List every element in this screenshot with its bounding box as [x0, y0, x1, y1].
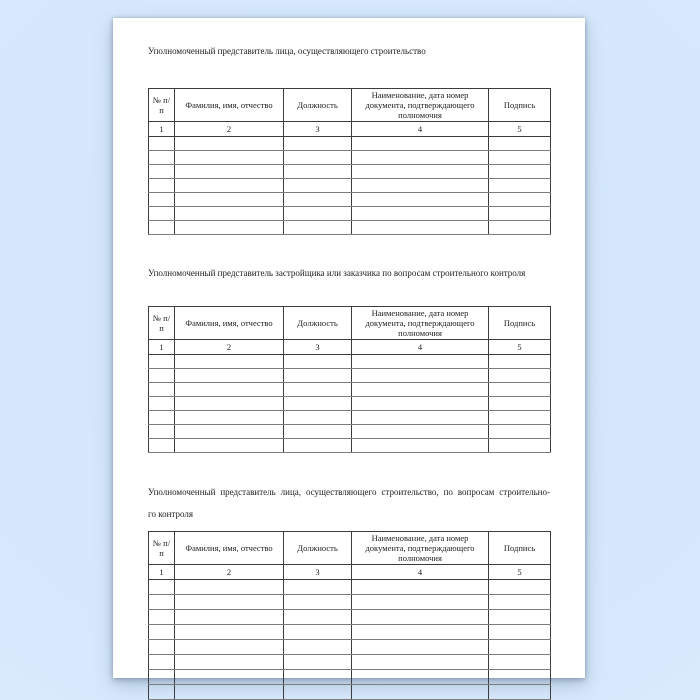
- empty-cell: [352, 179, 489, 193]
- section-representative-of-builder: [148, 45, 550, 235]
- col-header-number: № п/п: [149, 307, 175, 340]
- empty-cell: [149, 595, 175, 610]
- column-number-cell: 5: [489, 340, 551, 355]
- empty-cell: [284, 425, 352, 439]
- col-header-document: Наименование, дата номер документа, подтверждающего полномочия: [352, 89, 489, 122]
- empty-row: [149, 383, 551, 397]
- empty-cell: [175, 595, 284, 610]
- empty-cell: [489, 193, 551, 207]
- column-number-cell: 1: [149, 122, 175, 137]
- empty-cell: [149, 221, 175, 235]
- section-heading: Уполномоченный представитель лица, осуществляющего строительство: [148, 46, 426, 56]
- empty-cell: [489, 369, 551, 383]
- empty-cell: [149, 151, 175, 165]
- empty-cell: [284, 397, 352, 411]
- empty-row: [149, 439, 551, 453]
- empty-cell: [284, 670, 352, 685]
- column-number-cell: 2: [175, 565, 284, 580]
- section-builder-construction-control: [148, 481, 550, 700]
- empty-cell: [175, 610, 284, 625]
- empty-cell: [149, 207, 175, 221]
- empty-row: [149, 369, 551, 383]
- empty-cell: [352, 439, 489, 453]
- empty-cell: [352, 221, 489, 235]
- empty-cell: [489, 580, 551, 595]
- document-page: [113, 18, 585, 678]
- empty-cell: [175, 179, 284, 193]
- empty-cell: [284, 655, 352, 670]
- empty-row: [149, 179, 551, 193]
- empty-cell: [149, 397, 175, 411]
- empty-row: [149, 425, 551, 439]
- empty-cell: [489, 221, 551, 235]
- empty-cell: [284, 625, 352, 640]
- empty-row: [149, 655, 551, 670]
- empty-cell: [149, 580, 175, 595]
- empty-cell: [284, 595, 352, 610]
- empty-cell: [352, 207, 489, 221]
- column-number-cell: 1: [149, 565, 175, 580]
- col-header-position: Должность: [284, 89, 352, 122]
- empty-row: [149, 640, 551, 655]
- empty-cell: [175, 439, 284, 453]
- column-number-cell: 4: [352, 340, 489, 355]
- empty-cell: [175, 221, 284, 235]
- empty-cell: [175, 685, 284, 700]
- empty-cell: [284, 179, 352, 193]
- empty-cell: [489, 179, 551, 193]
- empty-cell: [284, 411, 352, 425]
- col-header-name: Фамилия, имя, отчество: [175, 89, 284, 122]
- empty-cell: [175, 151, 284, 165]
- empty-cell: [284, 221, 352, 235]
- empty-cell: [175, 670, 284, 685]
- section-heading-line-2: го контроля: [148, 509, 194, 519]
- empty-cell: [149, 411, 175, 425]
- empty-cell: [489, 685, 551, 700]
- empty-row: [149, 193, 551, 207]
- empty-cell: [352, 610, 489, 625]
- empty-cell: [284, 685, 352, 700]
- col-header-name: Фамилия, имя, отчество: [175, 532, 284, 565]
- empty-cell: [175, 137, 284, 151]
- empty-cell: [352, 670, 489, 685]
- column-number-cell: 3: [284, 565, 352, 580]
- empty-cell: [149, 369, 175, 383]
- empty-row: [149, 221, 551, 235]
- empty-cell: [489, 207, 551, 221]
- empty-cell: [352, 655, 489, 670]
- empty-cell: [175, 193, 284, 207]
- empty-cell: [284, 383, 352, 397]
- empty-cell: [352, 165, 489, 179]
- column-number-cell: 4: [352, 565, 489, 580]
- column-number-cell: 2: [175, 340, 284, 355]
- empty-cell: [284, 355, 352, 369]
- section-representative-of-developer: [148, 267, 550, 453]
- table-header-row: [149, 307, 551, 340]
- empty-cell: [149, 425, 175, 439]
- empty-row: [149, 137, 551, 151]
- empty-cell: [175, 655, 284, 670]
- empty-row: [149, 625, 551, 640]
- empty-cell: [149, 137, 175, 151]
- empty-cell: [489, 625, 551, 640]
- empty-cell: [352, 625, 489, 640]
- col-header-number: № п/п: [149, 532, 175, 565]
- empty-row: [149, 207, 551, 221]
- col-header-signature: Подпись: [489, 532, 551, 565]
- empty-cell: [149, 355, 175, 369]
- empty-cell: [352, 193, 489, 207]
- empty-cell: [284, 137, 352, 151]
- empty-row: [149, 670, 551, 685]
- empty-cell: [284, 151, 352, 165]
- empty-cell: [175, 640, 284, 655]
- empty-cell: [149, 165, 175, 179]
- empty-cell: [352, 383, 489, 397]
- empty-cell: [489, 137, 551, 151]
- col-header-position: Должность: [284, 307, 352, 340]
- column-number-row: [149, 340, 551, 355]
- col-header-number: № п/п: [149, 89, 175, 122]
- empty-cell: [352, 151, 489, 165]
- empty-row: [149, 610, 551, 625]
- empty-cell: [489, 439, 551, 453]
- representatives-table-2: [148, 306, 551, 453]
- empty-cell: [489, 151, 551, 165]
- empty-cell: [352, 411, 489, 425]
- empty-cell: [149, 610, 175, 625]
- empty-cell: [149, 179, 175, 193]
- section-heading: Уполномоченный представитель застройщика или заказчика по вопросам строительного контроля: [148, 268, 526, 278]
- empty-cell: [175, 369, 284, 383]
- empty-cell: [175, 383, 284, 397]
- empty-cell: [352, 355, 489, 369]
- empty-cell: [489, 655, 551, 670]
- table-header-row: [149, 89, 551, 122]
- empty-cell: [284, 207, 352, 221]
- column-number-cell: 5: [489, 122, 551, 137]
- empty-cell: [175, 355, 284, 369]
- empty-cell: [352, 425, 489, 439]
- column-number-cell: 5: [489, 565, 551, 580]
- empty-cell: [352, 137, 489, 151]
- empty-cell: [352, 397, 489, 411]
- empty-cell: [284, 610, 352, 625]
- empty-cell: [149, 640, 175, 655]
- empty-cell: [175, 411, 284, 425]
- section-heading: [148, 481, 550, 525]
- table-header-row: [149, 532, 551, 565]
- col-header-name: Фамилия, имя, отчество: [175, 307, 284, 340]
- empty-cell: [489, 670, 551, 685]
- empty-row: [149, 151, 551, 165]
- section-heading-line-1: Уполномоченный представитель лица, осуществляющего строительство, по вопросам строительно-: [148, 487, 550, 497]
- col-header-position: Должность: [284, 532, 352, 565]
- empty-cell: [489, 397, 551, 411]
- empty-row: [149, 355, 551, 369]
- empty-cell: [149, 655, 175, 670]
- empty-cell: [284, 439, 352, 453]
- empty-cell: [284, 165, 352, 179]
- empty-cell: [284, 369, 352, 383]
- empty-cell: [175, 397, 284, 411]
- empty-row: [149, 411, 551, 425]
- empty-row: [149, 165, 551, 179]
- empty-cell: [175, 425, 284, 439]
- empty-cell: [489, 610, 551, 625]
- empty-cell: [352, 580, 489, 595]
- column-number-row: [149, 565, 551, 580]
- empty-row: [149, 595, 551, 610]
- empty-cell: [284, 580, 352, 595]
- column-number-cell: 3: [284, 340, 352, 355]
- empty-cell: [352, 595, 489, 610]
- empty-cell: [149, 625, 175, 640]
- empty-cell: [149, 193, 175, 207]
- column-number-cell: 2: [175, 122, 284, 137]
- column-number-cell: 1: [149, 340, 175, 355]
- column-number-cell: 3: [284, 122, 352, 137]
- col-header-document: Наименование, дата номер документа, подтверждающего полномочия: [352, 307, 489, 340]
- empty-cell: [175, 580, 284, 595]
- empty-cell: [149, 383, 175, 397]
- empty-cell: [489, 640, 551, 655]
- empty-cell: [175, 625, 284, 640]
- col-header-signature: Подпись: [489, 307, 551, 340]
- empty-cell: [149, 670, 175, 685]
- empty-cell: [175, 165, 284, 179]
- empty-cell: [149, 439, 175, 453]
- empty-cell: [149, 685, 175, 700]
- empty-cell: [489, 411, 551, 425]
- empty-cell: [489, 383, 551, 397]
- empty-cell: [489, 355, 551, 369]
- empty-cell: [284, 193, 352, 207]
- empty-cell: [352, 685, 489, 700]
- col-header-document: Наименование, дата номер документа, подтверждающего полномочия: [352, 532, 489, 565]
- empty-cell: [284, 640, 352, 655]
- empty-row: [149, 580, 551, 595]
- empty-cell: [489, 165, 551, 179]
- empty-cell: [352, 640, 489, 655]
- empty-row: [149, 397, 551, 411]
- empty-row: [149, 685, 551, 700]
- representatives-table-3: [148, 531, 551, 700]
- empty-cell: [175, 207, 284, 221]
- column-number-cell: 4: [352, 122, 489, 137]
- representatives-table-1: [148, 88, 551, 235]
- column-number-row: [149, 122, 551, 137]
- col-header-signature: Подпись: [489, 89, 551, 122]
- empty-cell: [489, 425, 551, 439]
- empty-cell: [352, 369, 489, 383]
- empty-cell: [489, 595, 551, 610]
